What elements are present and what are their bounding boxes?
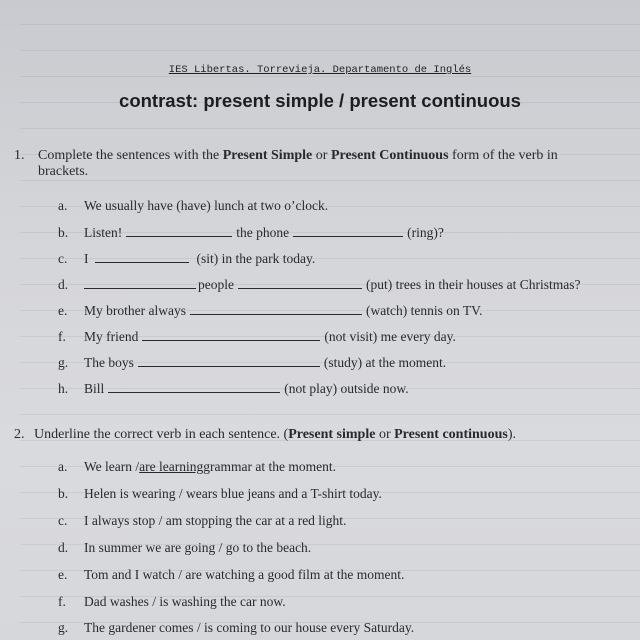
exercise1-number: 1. [14, 148, 25, 163]
ex1-item-b: b. Listen! the phone (ring)? [58, 225, 444, 240]
ex2-item-a: a. We learn / are learning grammar at the moment. [58, 459, 336, 474]
ex1-item-c: c. I (sit) in the park today. [58, 251, 316, 266]
exercise1-instruction: Complete the sentences with the Present Simple or Present Continuous form of the verb in [38, 148, 558, 163]
underlined-answer: are learning [139, 459, 204, 474]
answer-blank[interactable] [142, 328, 320, 341]
answer-blank[interactable] [138, 354, 320, 367]
answer-blank[interactable] [293, 224, 403, 237]
exercise2-number: 2. [14, 427, 25, 442]
ex2-item-b: b. Helen is wearing / wears blue jeans and a T-shirt today. [58, 486, 382, 501]
answer-blank[interactable] [95, 250, 189, 263]
ex2-item-f: f. Dad washes / is washing the car now. [58, 594, 286, 609]
school-header [0, 64, 640, 76]
school-name: IES Libertas. Torrevieja. Departamento de Inglés [168, 64, 472, 76]
ex1-item-g: g. The boys (study) at the moment. [58, 355, 447, 370]
ex2-item-g: g. The gardener comes / is coming to our house every Saturday. [58, 620, 415, 635]
ex2-item-e: e. Tom and I watch / are watching a good film at the moment. [58, 567, 405, 582]
answer-blank[interactable] [190, 302, 362, 315]
ex1-item-d: d. people (put) trees in their houses at Christmas? [58, 277, 581, 292]
ex1-item-e: e. My brother always (watch) tennis on TV. [58, 303, 483, 318]
exercise2-instruction: Underline the correct verb in each sentence. (Present simple or Present continuous). [34, 427, 516, 442]
ex2-item-d: d. In summer we are going / go to the beach. [58, 540, 312, 555]
answer-blank[interactable] [238, 276, 362, 289]
answer-blank[interactable] [108, 380, 280, 393]
answer-blank[interactable] [126, 224, 232, 237]
ex1-item-h: h. Bill (not play) outside now. [58, 381, 409, 396]
answer-blank[interactable] [84, 276, 196, 289]
ex1-item-a: a. We usually have (have) lunch at two o’clock. [58, 198, 329, 213]
ex1-item-f: f. My friend (not visit) me every day. [58, 329, 456, 344]
ex2-item-c: c. I always stop / am stopping the car at a red light. [58, 513, 347, 528]
worksheet-title: contrast: present simple / present continuous [119, 90, 521, 111]
exercise1-instruction-line2: brackets. [38, 164, 89, 179]
